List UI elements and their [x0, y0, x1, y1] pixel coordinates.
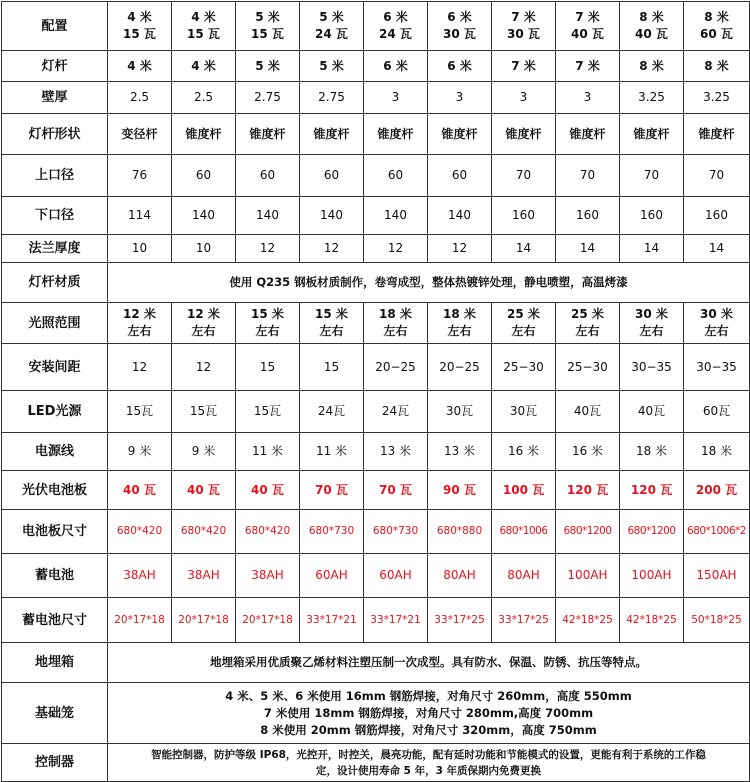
- spec-table: [1, 1, 750, 782]
- top-diameter-cell: 60: [172, 155, 236, 197]
- flange-cell: 10: [172, 235, 236, 263]
- config-cell: 7 米 30 瓦: [492, 2, 556, 51]
- panel-size-cell: 680*880: [428, 510, 492, 554]
- thickness-cell: 3: [364, 82, 428, 114]
- row-material: [2, 263, 750, 303]
- pv-panel-cell: 70 瓦: [300, 471, 364, 510]
- controller-text: 智能控制器，防护等级 IP68，光控开，时控关，晨亮功能，配有延时功能和节能模式的设置，更能有利于系统的工作稳 定，设计使用寿命 5 年，3 年质保期内免费更换: [108, 744, 750, 782]
- shape-cell: 锥度杆: [620, 114, 684, 155]
- row-label: 控制器: [2, 744, 108, 782]
- shape-cell: 锥度杆: [236, 114, 300, 155]
- shape-cell: 锥度杆: [492, 114, 556, 155]
- row-battery-size: [2, 598, 750, 643]
- row-led: [2, 391, 750, 433]
- row-label: 安装间距: [2, 344, 108, 391]
- panel-size-cell: 680*420: [108, 510, 172, 554]
- row-spacing: [2, 344, 750, 391]
- row-cable: [2, 433, 750, 471]
- row-label: 配置: [2, 2, 108, 51]
- pv-panel-cell: 40 瓦: [108, 471, 172, 510]
- battery-cell: 38AH: [108, 554, 172, 598]
- pv-panel-cell: 70 瓦: [364, 471, 428, 510]
- flange-cell: 14: [620, 235, 684, 263]
- pole-cell: 8 米: [684, 51, 750, 82]
- config-cell: 5 米 24 瓦: [300, 2, 364, 51]
- config-cell: 8 米 40 瓦: [620, 2, 684, 51]
- row-pv-panel: [2, 471, 750, 510]
- row-label: 灯杆材质: [2, 263, 108, 303]
- battery-cell: 38AH: [172, 554, 236, 598]
- panel-size-cell: 680*420: [172, 510, 236, 554]
- battery-size-cell: 33*17*21: [300, 598, 364, 643]
- pole-cell: 7 米: [492, 51, 556, 82]
- shape-cell: 锥度杆: [684, 114, 750, 155]
- row-burial-box: [2, 643, 750, 683]
- row-label: 电源线: [2, 433, 108, 471]
- thickness-cell: 3.25: [684, 82, 750, 114]
- thickness-cell: 2.5: [108, 82, 172, 114]
- row-label: 蓄电池尺寸: [2, 598, 108, 643]
- config-cell: 5 米 15 瓦: [236, 2, 300, 51]
- led-cell: 24瓦: [300, 391, 364, 433]
- battery-size-cell: 42*18*25: [556, 598, 620, 643]
- row-shape: [2, 114, 750, 155]
- coverage-cell: 15 米 左右: [236, 303, 300, 344]
- spacing-cell: 30−35: [684, 344, 750, 391]
- row-coverage: [2, 303, 750, 344]
- spacing-cell: 20−25: [364, 344, 428, 391]
- top-diameter-cell: 70: [684, 155, 750, 197]
- foundation-text: 4 米、5 米、6 米使用 16mm 钢筋焊接，对角尺寸 260mm，高度 550mm 7 米使用 18mm 钢筋焊接，对角尺寸 280mm,高度 700mm 8 米使用 20mm 钢筋焊接，对角尺寸 320mm，高度 750mm: [108, 683, 750, 744]
- bottom-diameter-cell: 160: [620, 197, 684, 235]
- shape-cell: 锥度杆: [300, 114, 364, 155]
- spacing-cell: 15: [300, 344, 364, 391]
- cable-cell: 9 米: [172, 433, 236, 471]
- row-panel-size: [2, 510, 750, 554]
- led-cell: 60瓦: [684, 391, 750, 433]
- battery-cell: 38AH: [236, 554, 300, 598]
- config-cell: 4 米 15 瓦: [108, 2, 172, 51]
- cable-cell: 16 米: [492, 433, 556, 471]
- coverage-cell: 25 米 左右: [556, 303, 620, 344]
- battery-size-cell: 42*18*25: [620, 598, 684, 643]
- coverage-cell: 18 米 左右: [364, 303, 428, 344]
- panel-size-cell: 680*1200: [556, 510, 620, 554]
- cable-cell: 11 米: [236, 433, 300, 471]
- pole-cell: 4 米: [172, 51, 236, 82]
- coverage-cell: 12 米 左右: [172, 303, 236, 344]
- spacing-cell: 25−30: [556, 344, 620, 391]
- battery-size-cell: 50*18*25: [684, 598, 750, 643]
- bottom-diameter-cell: 140: [236, 197, 300, 235]
- battery-cell: 80AH: [492, 554, 556, 598]
- panel-size-cell: 680*1006: [492, 510, 556, 554]
- shape-cell: 变径杆: [108, 114, 172, 155]
- cable-cell: 18 米: [620, 433, 684, 471]
- bottom-diameter-cell: 160: [492, 197, 556, 235]
- battery-cell: 100AH: [556, 554, 620, 598]
- cable-cell: 9 米: [108, 433, 172, 471]
- pole-cell: 5 米: [300, 51, 364, 82]
- coverage-cell: 12 米 左右: [108, 303, 172, 344]
- cable-cell: 16 米: [556, 433, 620, 471]
- coverage-cell: 30 米 左右: [684, 303, 750, 344]
- led-cell: 40瓦: [620, 391, 684, 433]
- shape-cell: 锥度杆: [172, 114, 236, 155]
- led-cell: 15瓦: [172, 391, 236, 433]
- row-label: 上口径: [2, 155, 108, 197]
- pv-panel-cell: 90 瓦: [428, 471, 492, 510]
- top-diameter-cell: 60: [364, 155, 428, 197]
- shape-cell: 锥度杆: [556, 114, 620, 155]
- coverage-cell: 25 米 左右: [492, 303, 556, 344]
- flange-cell: 12: [428, 235, 492, 263]
- row-label: LED光源: [2, 391, 108, 433]
- pv-panel-cell: 40 瓦: [236, 471, 300, 510]
- row-foundation: [2, 683, 750, 744]
- flange-cell: 14: [556, 235, 620, 263]
- spacing-cell: 12: [108, 344, 172, 391]
- led-cell: 15瓦: [236, 391, 300, 433]
- cable-cell: 13 米: [428, 433, 492, 471]
- row-top-diameter: [2, 155, 750, 197]
- coverage-cell: 15 米 左右: [300, 303, 364, 344]
- battery-size-cell: 20*17*18: [172, 598, 236, 643]
- flange-cell: 12: [364, 235, 428, 263]
- material-text: 使用 Q235 钢板材质制作，卷弯成型，整体热镀锌处理，静电喷塑，高温烤漆: [108, 263, 750, 303]
- top-diameter-cell: 76: [108, 155, 172, 197]
- top-diameter-cell: 70: [620, 155, 684, 197]
- coverage-cell: 18 米 左右: [428, 303, 492, 344]
- row-label: 下口径: [2, 197, 108, 235]
- pv-panel-cell: 120 瓦: [556, 471, 620, 510]
- thickness-cell: 3.25: [620, 82, 684, 114]
- spacing-cell: 15: [236, 344, 300, 391]
- config-cell: 6 米 30 瓦: [428, 2, 492, 51]
- cable-cell: 18 米: [684, 433, 750, 471]
- bottom-diameter-cell: 140: [364, 197, 428, 235]
- shape-cell: 锥度杆: [364, 114, 428, 155]
- thickness-cell: 2.75: [236, 82, 300, 114]
- top-diameter-cell: 70: [492, 155, 556, 197]
- config-cell: 4 米 15 瓦: [172, 2, 236, 51]
- panel-size-cell: 680*420: [236, 510, 300, 554]
- panel-size-cell: 680*730: [300, 510, 364, 554]
- pole-cell: 8 米: [620, 51, 684, 82]
- row-label: 灯杆形状: [2, 114, 108, 155]
- config-cell: 7 米 40 瓦: [556, 2, 620, 51]
- flange-cell: 12: [236, 235, 300, 263]
- pv-panel-cell: 120 瓦: [620, 471, 684, 510]
- row-label: 基础笼: [2, 683, 108, 744]
- led-cell: 30瓦: [428, 391, 492, 433]
- row-label: 蓄电池: [2, 554, 108, 598]
- pv-panel-cell: 40 瓦: [172, 471, 236, 510]
- battery-cell: 100AH: [620, 554, 684, 598]
- coverage-cell: 30 米 左右: [620, 303, 684, 344]
- battery-cell: 60AH: [364, 554, 428, 598]
- battery-size-cell: 33*17*25: [492, 598, 556, 643]
- bottom-diameter-cell: 140: [300, 197, 364, 235]
- led-cell: 15瓦: [108, 391, 172, 433]
- bottom-diameter-cell: 140: [428, 197, 492, 235]
- config-cell: 8 米 60 瓦: [684, 2, 750, 51]
- pole-cell: 7 米: [556, 51, 620, 82]
- bottom-diameter-cell: 114: [108, 197, 172, 235]
- spacing-cell: 30−35: [620, 344, 684, 391]
- bottom-diameter-cell: 160: [556, 197, 620, 235]
- row-label: 壁厚: [2, 82, 108, 114]
- config-cell: 6 米 24 瓦: [364, 2, 428, 51]
- row-thickness: [2, 82, 750, 114]
- shape-cell: 锥度杆: [428, 114, 492, 155]
- pole-cell: 6 米: [428, 51, 492, 82]
- flange-cell: 12: [300, 235, 364, 263]
- battery-size-cell: 20*17*18: [236, 598, 300, 643]
- cable-cell: 13 米: [364, 433, 428, 471]
- top-diameter-cell: 60: [428, 155, 492, 197]
- pole-cell: 6 米: [364, 51, 428, 82]
- led-cell: 24瓦: [364, 391, 428, 433]
- battery-size-cell: 33*17*21: [364, 598, 428, 643]
- thickness-cell: 2.75: [300, 82, 364, 114]
- spacing-cell: 20−25: [428, 344, 492, 391]
- spacing-cell: 12: [172, 344, 236, 391]
- thickness-cell: 3: [492, 82, 556, 114]
- row-config: [2, 2, 750, 51]
- row-flange: [2, 235, 750, 263]
- flange-cell: 14: [492, 235, 556, 263]
- row-label: 灯杆: [2, 51, 108, 82]
- spacing-cell: 25−30: [492, 344, 556, 391]
- battery-size-cell: 20*17*18: [108, 598, 172, 643]
- top-diameter-cell: 70: [556, 155, 620, 197]
- pv-panel-cell: 200 瓦: [684, 471, 750, 510]
- battery-size-cell: 33*17*25: [428, 598, 492, 643]
- row-label: 法兰厚度: [2, 235, 108, 263]
- led-cell: 40瓦: [556, 391, 620, 433]
- pv-panel-cell: 100 瓦: [492, 471, 556, 510]
- row-label: 电池板尺寸: [2, 510, 108, 554]
- burial-box-text: 地埋箱采用优质聚乙烯材料注塑压制一次成型。具有防水、保温、防锈、抗压等特点。: [108, 643, 750, 683]
- flange-cell: 14: [684, 235, 750, 263]
- bottom-diameter-cell: 160: [684, 197, 750, 235]
- row-controller: [2, 744, 750, 782]
- top-diameter-cell: 60: [236, 155, 300, 197]
- panel-size-cell: 680*1006*2: [684, 510, 750, 554]
- row-battery: [2, 554, 750, 598]
- row-label: 光照范围: [2, 303, 108, 344]
- thickness-cell: 3: [428, 82, 492, 114]
- row-pole: [2, 51, 750, 82]
- battery-cell: 150AH: [684, 554, 750, 598]
- battery-cell: 80AH: [428, 554, 492, 598]
- row-label: 地埋箱: [2, 643, 108, 683]
- bottom-diameter-cell: 140: [172, 197, 236, 235]
- row-label: 光伏电池板: [2, 471, 108, 510]
- cable-cell: 11 米: [300, 433, 364, 471]
- pole-cell: 5 米: [236, 51, 300, 82]
- thickness-cell: 3: [556, 82, 620, 114]
- row-bottom-diameter: [2, 197, 750, 235]
- panel-size-cell: 680*1200: [620, 510, 684, 554]
- flange-cell: 10: [108, 235, 172, 263]
- pole-cell: 4 米: [108, 51, 172, 82]
- led-cell: 30瓦: [492, 391, 556, 433]
- battery-cell: 60AH: [300, 554, 364, 598]
- top-diameter-cell: 60: [300, 155, 364, 197]
- panel-size-cell: 680*730: [364, 510, 428, 554]
- thickness-cell: 2.5: [172, 82, 236, 114]
